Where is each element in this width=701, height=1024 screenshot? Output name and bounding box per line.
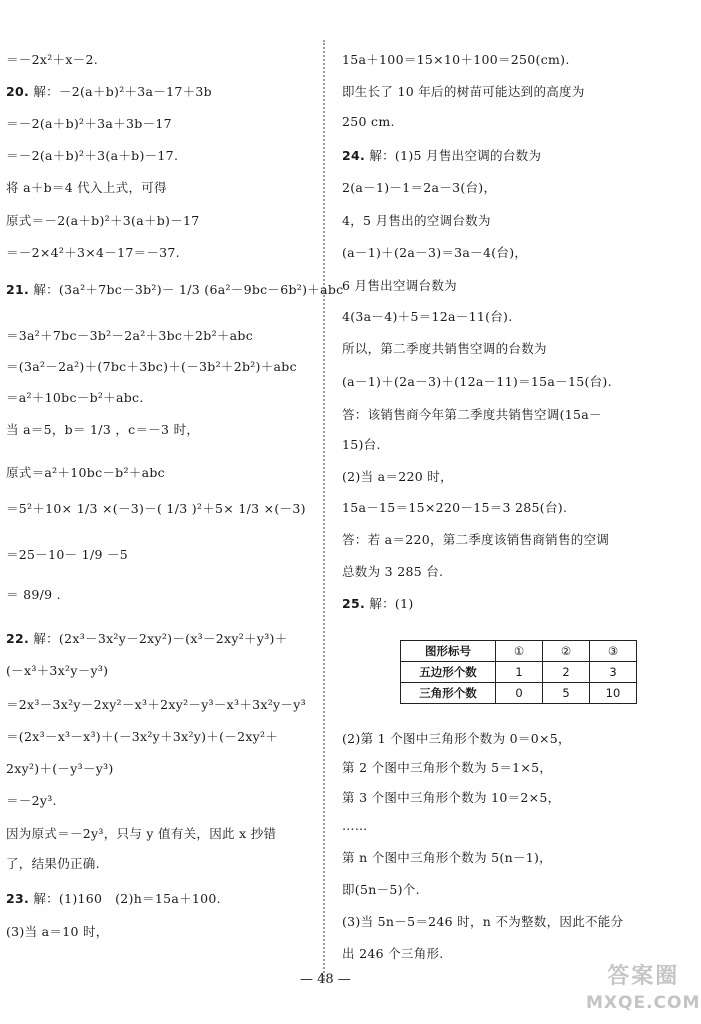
watermark-line2: MXQE.COM: [586, 993, 701, 1013]
text-line: [6, 661, 108, 679]
table-cell: 三角形个数: [401, 683, 496, 704]
line-text: ＝5²＋10× 1/3 ×(－3)－( 1/3 )²＋5× 1/3 ×(－3): [6, 501, 306, 516]
line-text: ＝－2y³.: [6, 793, 57, 808]
table-cell: ③: [590, 641, 637, 662]
text-line: [6, 420, 199, 438]
line-text: ＝3a²＋7bc－3b²－2a²＋3bc＋2b²＋abc: [6, 328, 254, 343]
line-text: 解：－2(a＋b)²＋3a－17＋3b: [33, 84, 212, 99]
line-text: (－x³＋3x²y－y³): [6, 663, 109, 678]
text-line: [342, 339, 547, 357]
text-line: [6, 114, 172, 132]
line-text: 4，5 月售出的空调台数为: [342, 213, 491, 228]
text-line: [6, 922, 109, 940]
text-line: [342, 498, 567, 516]
table-cell: 五边形个数: [401, 662, 496, 683]
text-line: [6, 854, 100, 872]
text-line: [6, 759, 114, 777]
table-cell: 5: [543, 683, 590, 704]
line-text: 将 a＋b＝4 代入上式，可得: [6, 180, 167, 195]
line-text: 即生长了 10 年后的树苗可能达到的高度为: [342, 84, 585, 99]
text-line: [342, 594, 414, 612]
text-line: [342, 729, 571, 747]
text-line: [342, 912, 623, 930]
text-line: [342, 530, 609, 548]
line-text: (2)当 a＝220 时，: [342, 469, 453, 484]
line-text: 所以，第二季度共销售空调的台数为: [342, 341, 547, 356]
line-text: 解：(2x³－3x²y－2xy²)－(x³－2xy²＋y³)＋: [33, 631, 288, 646]
line-text: ＝25－10－ 1/9 －5: [6, 547, 129, 562]
line-text: 解：(1)160 (2)h＝15a＋100.: [33, 891, 221, 906]
text-line: [6, 824, 276, 842]
text-line: [6, 585, 61, 603]
text-line: [342, 243, 527, 261]
line-text: 4(3a－4)＋5＝12a－11(台).: [342, 309, 513, 324]
problem-number: 20.: [6, 84, 30, 99]
table-cell: 2: [543, 662, 590, 683]
line-text: 解：(3a²＋7bc－3b²)－ 1/3 (6a²－9bc－6b²)＋abc: [33, 282, 344, 297]
line-text: 出 246 个三角形.: [342, 946, 444, 961]
table-row: [401, 683, 637, 704]
text-line: [342, 788, 560, 806]
line-text: 解：(1): [369, 596, 414, 611]
line-text: 因为原式＝－2y³，只与 y 值有关，因此 x 抄错: [6, 826, 277, 841]
text-line: [342, 211, 491, 229]
text-line: [342, 307, 513, 325]
page-number: — 48 —: [300, 972, 351, 987]
text-line: [342, 178, 496, 196]
text-line: [6, 82, 212, 100]
line-text: 当 a＝5，b＝ 1/3 ，c＝－3 时，: [6, 422, 200, 437]
line-text: 答：该销售商今年第二季度共销售空调(15a－: [342, 407, 602, 422]
problem-number: 23.: [6, 891, 30, 906]
text-line: [342, 467, 453, 485]
text-line: [342, 82, 585, 100]
line-text: 第 2 个图中三角形个数为 5＝1×5，: [342, 760, 553, 775]
line-text: ＝(3a²－2a²)＋(7bc＋3bc)＋(－3b²＋2b²)＋abc: [6, 359, 297, 374]
table-cell: ①: [496, 641, 543, 662]
line-text: (a－1)＋(2a－3)＋(12a－11)＝15a－15(台).: [342, 374, 612, 389]
line-text: ＝－2(a＋b)²＋3a＋3b－17: [6, 116, 172, 131]
text-line: [342, 146, 541, 164]
table-cell: 0: [496, 683, 543, 704]
text-line: [6, 146, 178, 164]
text-line: [6, 499, 306, 517]
line-text: 即(5n－5)个.: [342, 882, 420, 897]
text-line: [6, 629, 288, 647]
line-text: 了，结果仍正确.: [6, 856, 100, 871]
line-text: ＝－2×4²＋3×4－17＝－37.: [6, 245, 180, 260]
line-text: ＝2x³－3x²y－2xy²－x³＋2xy²－y³－x³＋3x²y－y³: [6, 697, 306, 712]
line-text: ＝ 89/9 .: [6, 587, 61, 602]
column-divider: [323, 40, 325, 980]
text-line: [342, 562, 443, 580]
text-line: [342, 405, 602, 423]
text-line: [342, 944, 444, 962]
text-line: [6, 695, 306, 713]
line-text: ＝－2x²＋x－2.: [6, 52, 98, 67]
line-text: 250 cm.: [342, 114, 395, 129]
text-line: [6, 50, 98, 68]
line-text: (a－1)＋(2a－3)＝3a－4(台)，: [342, 245, 528, 260]
text-line: [6, 388, 144, 406]
line-text: 解：(1)5 月售出空调的台数为: [369, 148, 542, 163]
text-line: [342, 435, 381, 453]
table-row: [401, 662, 637, 683]
problem-number: 24.: [342, 148, 366, 163]
text-line: [6, 791, 57, 809]
text-line: [342, 880, 420, 898]
line-text: 答：若 a＝220，第二季度该销售商销售的空调: [342, 532, 610, 547]
line-text: 2(a－1)－1＝2a－3(台)，: [342, 180, 497, 195]
line-text: 2xy²)＋(－y³－y³): [6, 761, 114, 776]
text-line: [342, 372, 612, 390]
text-line: [6, 211, 200, 229]
table-cell: 1: [496, 662, 543, 683]
table-cell: ②: [543, 641, 590, 662]
problem-number: 21.: [6, 282, 30, 297]
problem-number: 25.: [342, 596, 366, 611]
line-text: (3)当 a＝10 时，: [6, 924, 109, 939]
text-line: [342, 758, 552, 776]
line-text: ＝(2x³－x³－x³)＋(－3x²y＋3x²y)＋(－2xy²＋: [6, 729, 279, 744]
line-text: ＝－2(a＋b)²＋3(a＋b)－17.: [6, 148, 179, 163]
line-text: 原式＝a²＋10bc－b²＋abc: [6, 465, 165, 480]
problem-number: 22.: [6, 631, 30, 646]
line-text: ……: [342, 818, 368, 833]
table-header-row: [401, 641, 637, 662]
text-line: [342, 50, 570, 68]
line-text: 6 月售出空调台数为: [342, 278, 457, 293]
text-line: [6, 545, 128, 563]
text-line: [6, 280, 343, 298]
line-text: 15a－15＝15×220－15＝3 285(台).: [342, 500, 568, 515]
text-line: [6, 727, 278, 745]
text-line: [6, 178, 167, 196]
line-text: 15a＋100＝15×10＋100＝250(cm).: [342, 52, 570, 67]
text-line: [342, 818, 368, 833]
text-line: [342, 114, 395, 129]
line-text: 15)台.: [342, 437, 381, 452]
line-text: 总数为 3 285 台.: [342, 564, 444, 579]
table-cell: 图形标号: [401, 641, 496, 662]
line-text: ＝a²＋10bc－b²＋abc.: [6, 390, 144, 405]
text-line: [342, 848, 552, 866]
table-cell: 10: [590, 683, 637, 704]
text-line: [6, 463, 165, 481]
line-text: (3)当 5n－5＝246 时，n 不为整数，因此不能分: [342, 914, 624, 929]
text-line: [6, 357, 297, 375]
table-cell: 3: [590, 662, 637, 683]
shape-count-table: [400, 640, 637, 704]
text-line: [6, 243, 180, 261]
watermark-line1: 答案圈: [607, 964, 680, 989]
line-text: 原式＝－2(a＋b)²＋3(a＋b)－17: [6, 213, 200, 228]
text-line: [6, 889, 221, 907]
line-text: (2)第 1 个图中三角形个数为 0＝0×5，: [342, 731, 571, 746]
text-line: [342, 276, 457, 294]
line-text: 第 3 个图中三角形个数为 10＝2×5，: [342, 790, 561, 805]
text-line: [6, 326, 253, 344]
watermark-logo: [586, 964, 700, 1016]
line-text: 第 n 个图中三角形个数为 5(n－1)，: [342, 850, 552, 865]
